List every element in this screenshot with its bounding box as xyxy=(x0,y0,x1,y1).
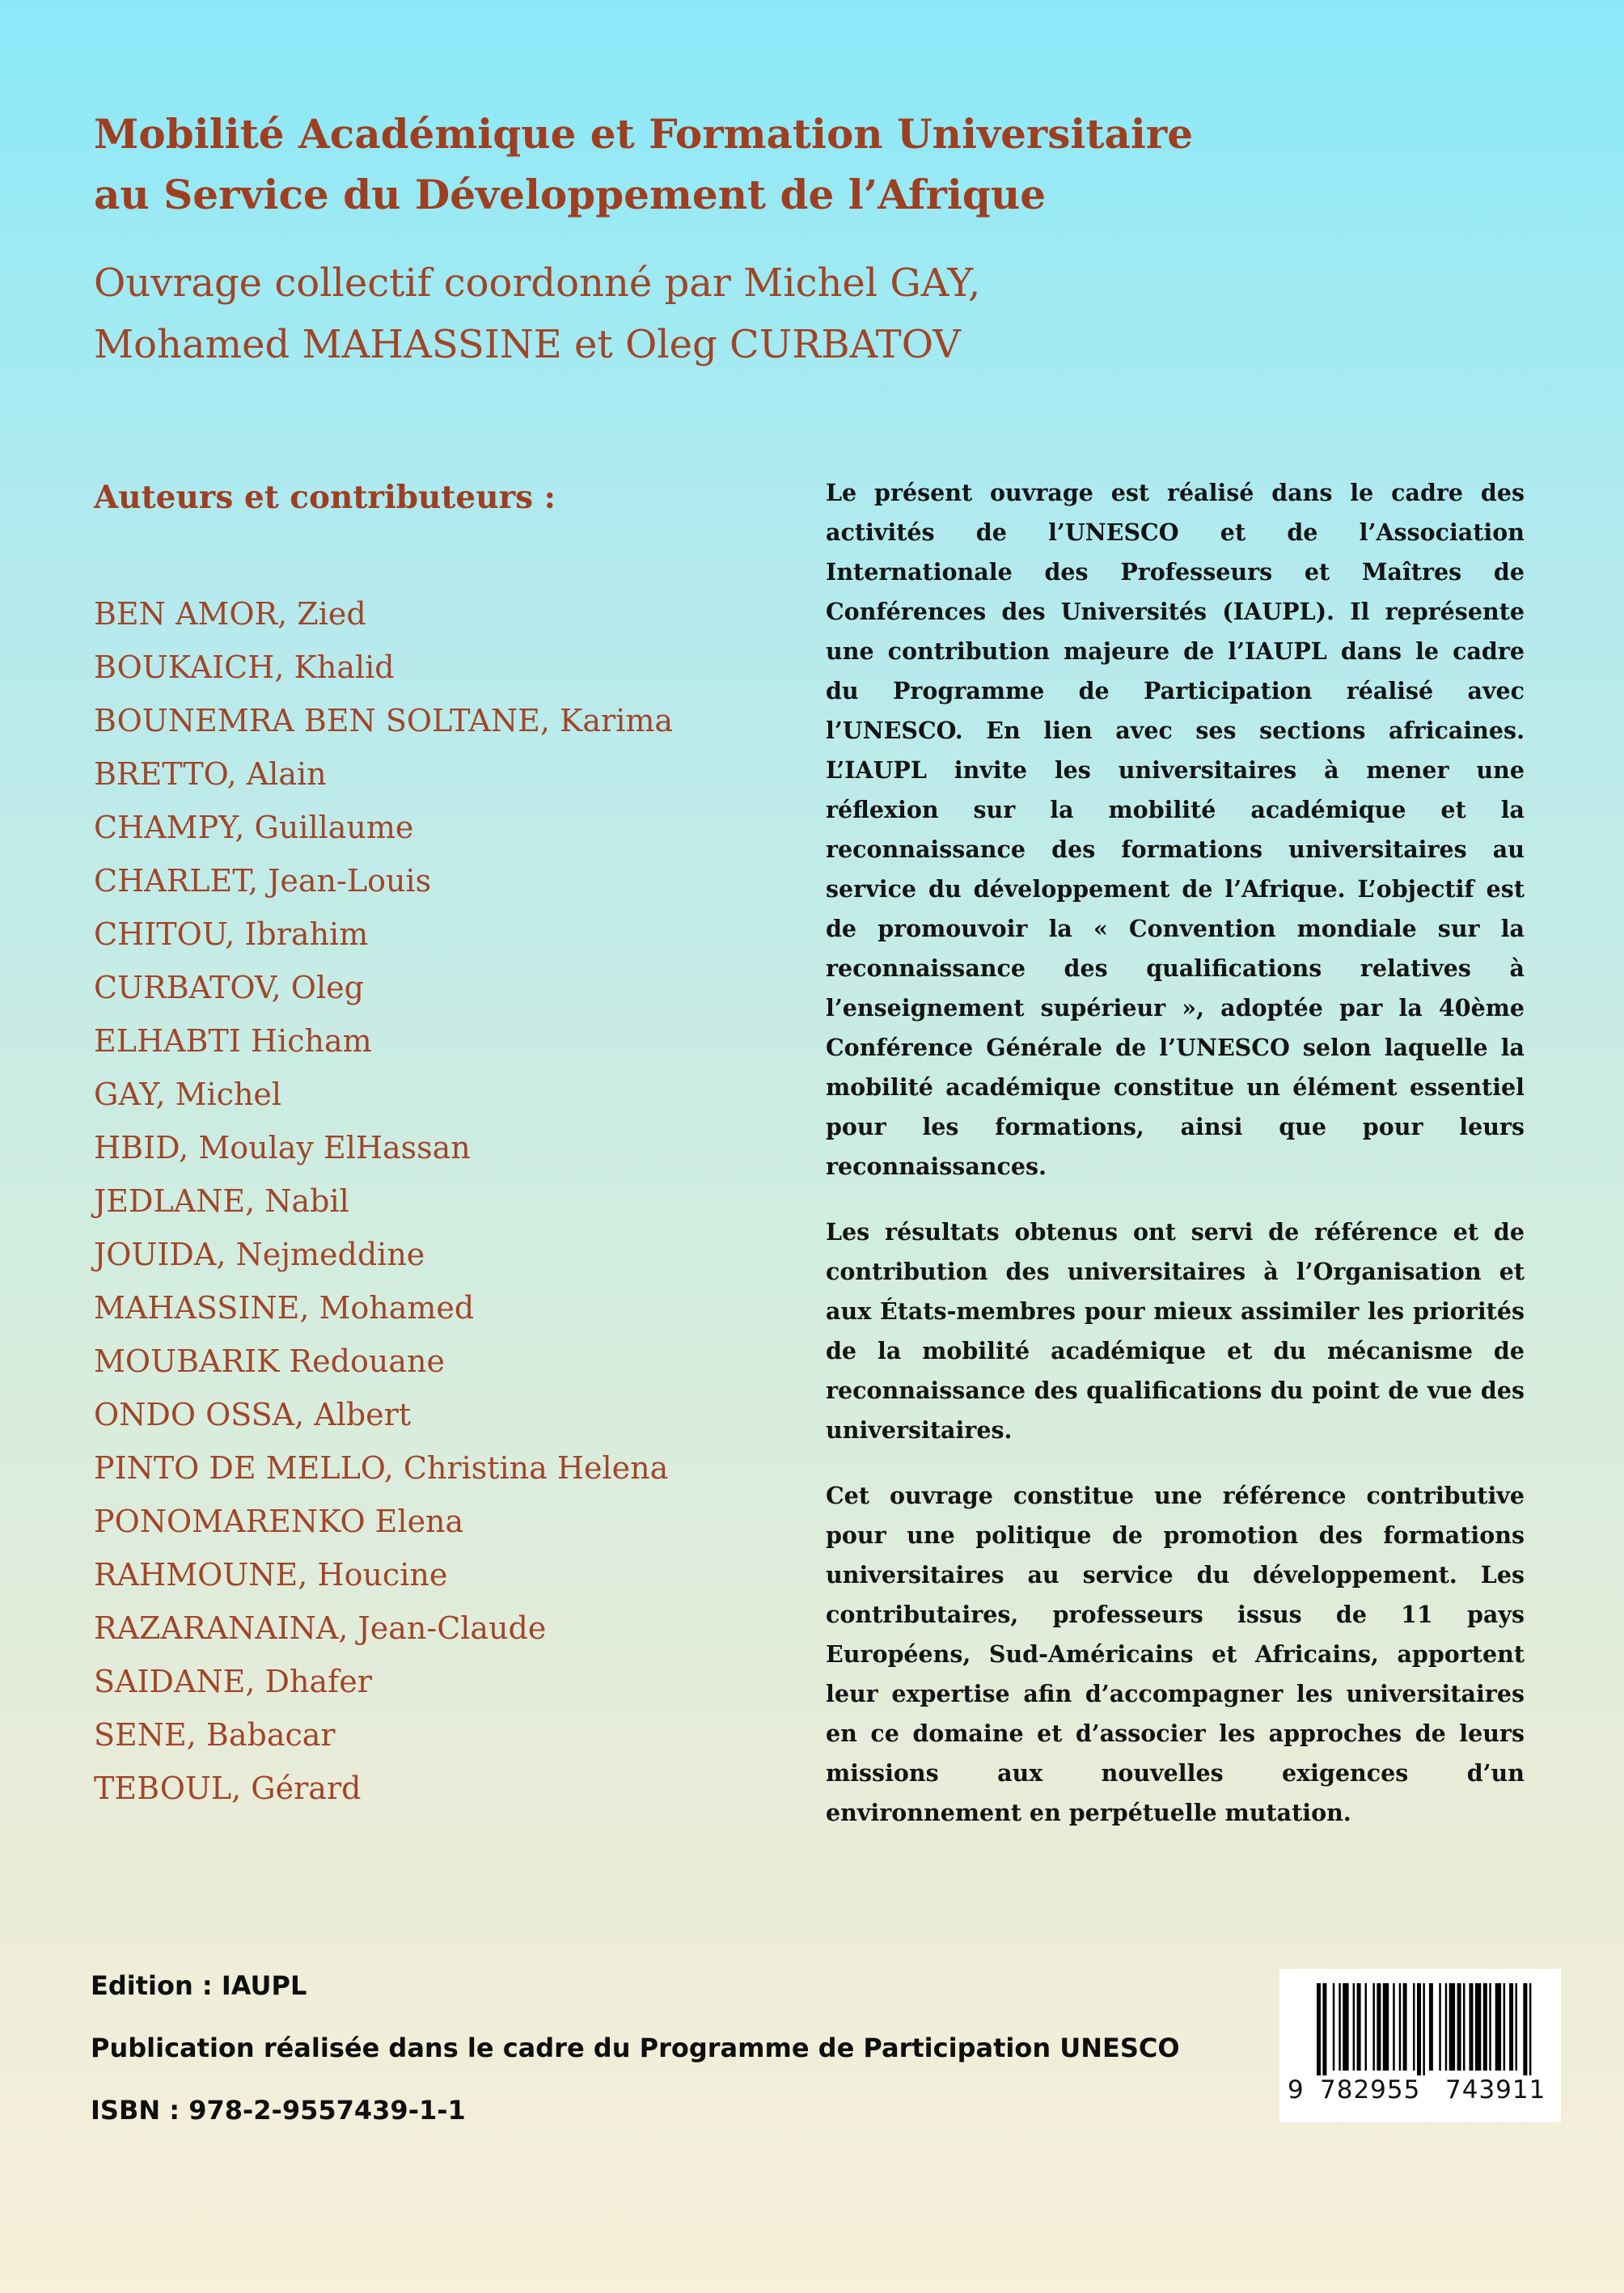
barcode-bar xyxy=(1457,1983,1461,2071)
author-name: GAY, Michel xyxy=(94,1077,282,1112)
description-paragraph-2: Les résultats obtenus ont servi de référence et de contribution des universitaires à l’Organisation et aux États-membres pour mieux assimiler les priorités de la mobilité académique et du mécanisme de reconnaissance des qualifications du point de vue des universitaires. xyxy=(826,1218,1525,1444)
barcode-bar xyxy=(1353,1983,1355,2071)
barcode-group-1: 782955 xyxy=(1320,2075,1421,2105)
barcode-bar xyxy=(1483,1983,1487,2071)
author-name: JOUIDA, Nejmeddine xyxy=(94,1237,425,1272)
barcode-bar xyxy=(1403,1983,1407,2071)
barcode-bar xyxy=(1423,1983,1425,2075)
author-name: CURBATOV, Oleg xyxy=(94,970,364,1005)
barcode-bar xyxy=(1503,1983,1506,2071)
author-name: RAHMOUNE, Houcine xyxy=(94,1557,448,1593)
barcode-bar xyxy=(1529,1983,1532,2075)
author-name: BEN AMOR, Zied xyxy=(94,596,366,632)
description-paragraph-3: Cet ouvrage constitue une référence contributive pour une politique de promotion des formations universitaires au service du développement. Les contributaires, professeurs issus de 11 pays Européens, Sud-Américains et Africains, apportent leur expertise afin d’accompagner les universitaires en ce domaine et d’associer les approches de leurs missions aux nouvelles exigences d’un environnement en perpétuelle mutation. xyxy=(826,1482,1525,1826)
description-paragraph-1: Le présent ouvrage est réalisé dans le cadre des activités de l’UNESCO et de l’Association Internationale des Professeurs et Maîtres de Conférences des Universités (IAUPL). Il représente une contribution majeure de l’IAUPL dans le cadre du Programme de Participation réalisé avec l’UNESCO. En lien avec ses sections africaines. L’IAUPL invite les universitaires à mener une réflexion sur la mobilité académique et la reconnaissance des formations universitaires au service du développement de l’Afrique. L’objectif est de promouvoir la « Convention mondiale sur la reconnaissance des qualifications relatives à l’enseignement supérieur », adoptée par la 40ème Conférence Générale de l’UNESCO selon laquelle la mobilité académique constitue un élément essentiel pour les formations, ainsi que pour leurs reconnaissances. xyxy=(826,479,1525,1180)
author-name: BRETTO, Alain xyxy=(94,756,327,792)
barcode-bar xyxy=(1377,1983,1381,2071)
barcode-bar xyxy=(1489,1983,1491,2071)
barcode-bar xyxy=(1523,1983,1527,2075)
barcode-lead-digit: 9 xyxy=(1288,2075,1305,2105)
author-name: BOUKAICH, Khalid xyxy=(94,649,395,685)
barcode-bar xyxy=(1470,1983,1474,2071)
isbn-barcode xyxy=(1279,1969,1561,2122)
barcode-bars xyxy=(1279,1969,1561,2075)
isbn-line: ISBN : 978-2-9557439-1-1 xyxy=(91,2095,466,2126)
barcode-bar xyxy=(1429,1983,1433,2071)
barcode-bar xyxy=(1365,1983,1368,2071)
barcode-bar xyxy=(1509,1983,1513,2071)
publication-line: Publication réalisée dans le cadre du Programme de Participation UNESCO xyxy=(91,2033,1180,2063)
book-subtitle-line-1: Ouvrage collectif coordonné par Michel GAY, xyxy=(94,260,981,306)
author-name: RAZARANAINA, Jean-Claude xyxy=(94,1610,547,1646)
book-subtitle-line-2: Mohamed MAHASSINE et Oleg CURBATOV xyxy=(94,322,961,367)
author-name: JEDLANE, Nabil xyxy=(94,1183,349,1219)
authors-heading: Auteurs et contributeurs : xyxy=(94,479,556,516)
barcode-bar xyxy=(1333,1983,1335,2071)
description-text xyxy=(826,473,1525,1859)
publication-info xyxy=(91,1961,1180,2148)
barcode-bar xyxy=(1357,1983,1361,2071)
barcode-bar xyxy=(1339,1983,1341,2071)
author-name: HBID, Moulay ElHassan xyxy=(94,1130,471,1166)
author-name: CHAMPY, Guillaume xyxy=(94,810,414,845)
edition-line: Edition : IAUPL xyxy=(91,1970,307,2001)
author-name: CHITOU, Ibrahim xyxy=(94,916,369,952)
book-subtitle xyxy=(94,252,1469,375)
book-title-line-2: au Service du Développement de l’Afrique xyxy=(94,171,1047,218)
barcode-bar xyxy=(1417,1983,1421,2075)
barcode-bar xyxy=(1322,1983,1326,2075)
barcode-bar xyxy=(1495,1983,1501,2071)
author-name: SAIDANE, Dhafer xyxy=(94,1664,372,1699)
barcode-bar xyxy=(1317,1983,1321,2075)
barcode-bar xyxy=(1475,1983,1481,2071)
barcode-bar xyxy=(1383,1983,1389,2071)
barcode-bar xyxy=(1516,1983,1518,2071)
author-name: ELHABTI Hicham xyxy=(94,1023,372,1059)
author-name: ONDO OSSA, Albert xyxy=(94,1397,412,1432)
book-title xyxy=(94,104,1469,225)
barcode-bar xyxy=(1372,1983,1375,2071)
barcode-bar xyxy=(1463,1983,1465,2071)
author-name: PINTO DE MELLO, Christina Helena xyxy=(94,1450,669,1486)
author-name: MAHASSINE, Mohamed xyxy=(94,1290,475,1326)
barcode-bar xyxy=(1439,1983,1441,2071)
author-name: PONOMARENKO Elena xyxy=(94,1504,464,1539)
book-title-line-1: Mobilité Académique et Formation Universitaire xyxy=(94,110,1194,158)
author-name: SENE, Babacar xyxy=(94,1717,336,1753)
authors-list xyxy=(94,590,673,1818)
barcode-bar xyxy=(1445,1983,1448,2071)
author-name: CHARLET, Jean-Louis xyxy=(94,863,432,899)
barcode-bar xyxy=(1449,1983,1455,2071)
author-name: TEBOUL, Gérard xyxy=(94,1771,362,1806)
barcode-bar xyxy=(1413,1983,1415,2071)
author-name: MOUBARIK Redouane xyxy=(94,1343,445,1379)
barcode-bar xyxy=(1399,1983,1402,2071)
barcode-bar xyxy=(1393,1983,1395,2071)
author-name: BOUNEMRA BEN SOLTANE, Karima xyxy=(94,703,674,738)
barcode-bar xyxy=(1343,1983,1348,2071)
barcode-group-2: 743911 xyxy=(1445,2075,1546,2105)
